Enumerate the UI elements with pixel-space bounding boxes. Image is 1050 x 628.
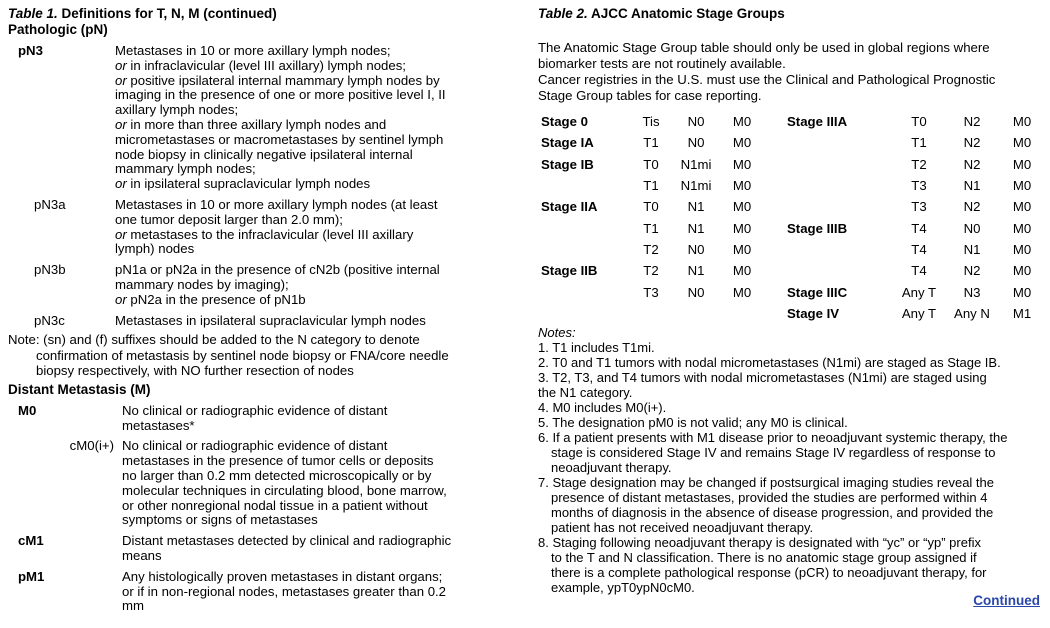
m-definition-list	[8, 404, 523, 614]
intro-line: The Anatomic Stage Group table should only be used in global regions where	[538, 40, 990, 55]
stage-value: M0	[1012, 220, 1032, 236]
continued-link[interactable]: Continued	[973, 593, 1040, 608]
stage-value: N1	[687, 199, 705, 215]
note-line: there is a complete pathological response (pCR) to neoadjuvant therapy, for	[551, 564, 987, 580]
definition-text	[122, 534, 451, 564]
definition-entry	[8, 198, 523, 257]
stage-value: N2	[963, 135, 981, 151]
stage-value: M0	[1012, 284, 1032, 300]
table2-intro-paragraph	[538, 40, 1044, 104]
stage-value: Tis	[642, 114, 660, 130]
stage-value: N0	[687, 135, 705, 151]
stage-value: T1	[643, 178, 659, 194]
stage-value: T3	[911, 199, 927, 215]
definition-line: Any histologically proven metastases in distant organs;	[122, 568, 443, 584]
stage-value: M1	[1012, 305, 1032, 321]
definition-line: molecular techniques in circulating blood, bone marrow,	[122, 482, 447, 498]
stage-value: N1mi	[680, 156, 712, 172]
definition-line: metastases*	[122, 417, 195, 433]
definition-line: axillary lymph nodes;	[115, 102, 239, 118]
note-line: to the T and N classification. There is no anatomic stage group assigned if	[551, 549, 977, 565]
definition-term: pM1	[18, 568, 45, 584]
stage-value: M0	[1012, 263, 1032, 279]
pn-definition-list	[8, 44, 523, 328]
stage-value: T3	[643, 284, 659, 300]
definition-line: means	[122, 548, 162, 564]
definition-text	[115, 44, 446, 192]
table2-title-text: AJCC Anatomic Stage Groups	[587, 6, 785, 21]
stage-label: Stage IA	[541, 135, 594, 151]
stage-value: N2	[963, 263, 981, 279]
stage-value: T1	[911, 135, 927, 151]
definition-line: Metastases in ipsilateral supraclavicular lymph nodes	[115, 312, 426, 328]
stage-value: M0	[732, 284, 752, 300]
stage-value: M0	[1012, 156, 1032, 172]
definition-text	[122, 570, 446, 614]
table1-column	[8, 6, 523, 614]
stage-value: N0	[963, 220, 981, 236]
stage-value: N0	[687, 284, 705, 300]
stage-value: M0	[732, 263, 752, 279]
stage-value: Any N	[954, 305, 990, 321]
stage-label: Stage IIIC	[787, 284, 848, 300]
anatomic-stage-group-table	[538, 111, 1044, 324]
note-line: the N1 category.	[538, 384, 633, 400]
note-line: patient has not received neoadjuvant therapy.	[551, 519, 814, 535]
definition-term: cM1	[18, 533, 44, 549]
table2-title-prefix: Table 2.	[538, 6, 588, 21]
stage-value: M0	[732, 220, 752, 236]
definition-line: one tumor deposit larger than 2.0 mm);	[115, 211, 343, 227]
note-line: 3. T2, T3, and T4 tumors with nodal micrometastases (N1mi) are staged using	[538, 369, 987, 385]
definition-line: mammary nodes by imaging);	[115, 276, 289, 292]
note-line: presence of distant metastases, provided the studies are performed within 4	[551, 489, 988, 505]
note-line: months of diagnosis in the absence of disease progression, and provided the	[551, 504, 994, 520]
definition-text	[122, 439, 447, 528]
stage-value: T2	[911, 156, 927, 172]
stage-value: T2	[643, 241, 659, 257]
stage-value: Any T	[901, 284, 937, 300]
stage-value: M0	[732, 178, 752, 194]
stage-label: Stage IIA	[541, 199, 598, 215]
definition-text	[115, 198, 438, 257]
definition-entry	[8, 404, 523, 434]
stage-label: Stage IIB	[541, 263, 598, 279]
stage-value: N3	[963, 284, 981, 300]
definition-entry	[8, 570, 523, 614]
stage-label: Stage IIIB	[787, 220, 848, 236]
pathologic-pn-heading: Pathologic (pN)	[8, 22, 108, 37]
note-line: confirmation of metastasis by sentinel node biopsy or FNA/core needle	[36, 347, 449, 363]
stage-value: T4	[911, 241, 927, 257]
stage-value: N1mi	[680, 178, 712, 194]
definition-line: node biopsy in clinically negative ipsilateral internal	[115, 146, 413, 162]
stage-value: T3	[911, 178, 927, 194]
definition-line: or positive ipsilateral internal mammary lymph nodes by	[115, 72, 440, 88]
stage-label: Stage IIIA	[787, 114, 848, 130]
stage-value: N1	[963, 178, 981, 194]
definition-line: symptoms or signs of metastases	[122, 512, 318, 528]
stage-value: N0	[687, 114, 705, 130]
stage-value: N1	[963, 241, 981, 257]
stage-value: M0	[732, 114, 752, 130]
definition-line: No clinical or radiographic evidence of distant	[122, 402, 388, 418]
table2-title	[538, 6, 1044, 22]
note-line: example, ypT0ypN0cM0.	[551, 579, 695, 595]
definition-term: M0	[18, 402, 37, 418]
definition-line: micrometastases or macrometastases by sentinel lymph	[115, 131, 444, 147]
stage-value: T0	[911, 114, 927, 130]
stage-value: M0	[1012, 178, 1032, 194]
stage-value: N1	[687, 263, 705, 279]
note-line: 6. If a patient presents with M1 disease prior to neoadjuvant systemic therapy, the	[538, 429, 1008, 445]
definition-line: no larger than 0.2 mm detected microscopically or by	[122, 468, 432, 484]
stage-value: T4	[911, 263, 927, 279]
definition-line: pN1a or pN2a in the presence of cN2b (positive internal	[115, 262, 440, 278]
stage-value: T1	[643, 135, 659, 151]
stage-label: Stage IV	[787, 305, 840, 321]
stage-label: Stage 0	[541, 114, 588, 130]
stage-value: Any T	[901, 305, 937, 321]
definition-line: or other nonregional nodal tissue in a patient without	[122, 497, 428, 513]
intro-line: Cancer registries in the U.S. must use the Clinical and Pathological Prognostic	[538, 72, 996, 87]
definition-line: mammary lymph nodes;	[115, 161, 256, 177]
definition-term: pN3b	[34, 262, 66, 278]
table2-notes-list	[538, 340, 1044, 595]
intro-line: biomarker tests are not routinely available.	[538, 56, 786, 71]
stage-value: N0	[687, 241, 705, 257]
definition-line: or if in non-regional nodes, metastases greater than 0.2	[122, 583, 447, 599]
stage-value: M0	[1012, 199, 1032, 215]
definition-entry	[8, 314, 523, 329]
definition-line: or in more than three axillary lymph nodes and	[115, 116, 387, 132]
definition-entry	[8, 44, 523, 192]
note-line: 1. T1 includes T1mi.	[538, 339, 655, 355]
stage-value: M0	[1012, 135, 1032, 151]
definition-term: cM0(i+)	[69, 438, 114, 454]
note-line: Note: (sn) and (f) suffixes should be added to the N category to denote	[8, 332, 420, 348]
definition-text	[122, 404, 387, 434]
definition-text	[115, 263, 440, 307]
stage-value: T2	[643, 263, 659, 279]
stage-value: N1	[687, 220, 705, 236]
stage-value: M0	[1012, 241, 1032, 257]
definition-line: or in infraclavicular (level III axillary) lymph nodes;	[115, 57, 406, 73]
definition-text	[115, 314, 426, 329]
note-line: biopsy respectively, with NO further resection of nodes	[36, 363, 354, 379]
note-line: neoadjuvant therapy.	[551, 459, 672, 475]
stage-value: T4	[911, 220, 927, 236]
stage-value: N2	[963, 114, 981, 130]
definition-entry	[8, 263, 523, 307]
definition-term: pN3a	[34, 196, 66, 212]
note-line: 7. Stage designation may be changed if postsurgical imaging studies reveal the	[538, 474, 995, 490]
definition-line: Distant metastases detected by clinical and radiographic	[122, 533, 452, 549]
table1-note	[8, 332, 523, 379]
note-line: stage is considered Stage IV and remains Stage IV regardless of response to	[551, 444, 996, 460]
definition-line: Metastases in 10 or more axillary lymph nodes;	[115, 43, 391, 58]
definition-term: pN3	[18, 43, 43, 58]
table1-title-text: Definitions for T, N, M (continued)	[57, 6, 277, 21]
definition-line: metastases in the presence of tumor cells or deposits	[122, 453, 434, 469]
note-line: 8. Staging following neoadjuvant therapy is designated with “yc” or “yp” prefix	[538, 534, 981, 550]
table1-title	[8, 6, 523, 22]
intro-line: Stage Group tables for case reporting.	[538, 88, 762, 103]
definition-entry	[8, 534, 523, 564]
stage-value: M0	[1012, 114, 1032, 130]
stage-value: M0	[732, 241, 752, 257]
table1-title-prefix: Table 1.	[8, 6, 58, 21]
stage-value: M0	[732, 156, 752, 172]
stage-value: T0	[643, 199, 659, 215]
note-line: 4. M0 includes M0(i+).	[538, 399, 667, 415]
definition-line: Metastases in 10 or more axillary lymph nodes (at least	[115, 196, 438, 212]
definition-term: pN3c	[34, 312, 65, 328]
stage-value: T1	[643, 220, 659, 236]
stage-value: N2	[963, 199, 981, 215]
notes-heading: Notes:	[538, 324, 576, 340]
definition-line: or in ipsilateral supraclavicular lymph nodes	[115, 176, 371, 192]
definition-line: or metastases to the infraclavicular (level III axillary	[115, 226, 414, 242]
stage-value: M0	[732, 199, 752, 215]
definition-entry	[8, 439, 523, 528]
note-line: 5. The designation pM0 is not valid; any M0 is clinical.	[538, 414, 848, 430]
stage-value: T0	[643, 156, 659, 172]
stage-value: N2	[963, 156, 981, 172]
distant-metastasis-heading: Distant Metastasis (M)	[8, 381, 151, 397]
stage-label: Stage IB	[541, 156, 594, 172]
note-line: 2. T0 and T1 tumors with nodal micrometastases (N1mi) are staged as Stage IB.	[538, 354, 1001, 370]
definition-line: imaging in the presence of one or more positive level I, II	[115, 87, 446, 103]
definition-line: mm	[122, 598, 144, 614]
table2-column	[538, 6, 1044, 595]
stage-value: M0	[732, 135, 752, 151]
definition-line: lymph) nodes	[115, 241, 195, 257]
definition-line: No clinical or radiographic evidence of distant	[122, 438, 388, 454]
definition-line: or pN2a in the presence of pN1b	[115, 291, 306, 307]
